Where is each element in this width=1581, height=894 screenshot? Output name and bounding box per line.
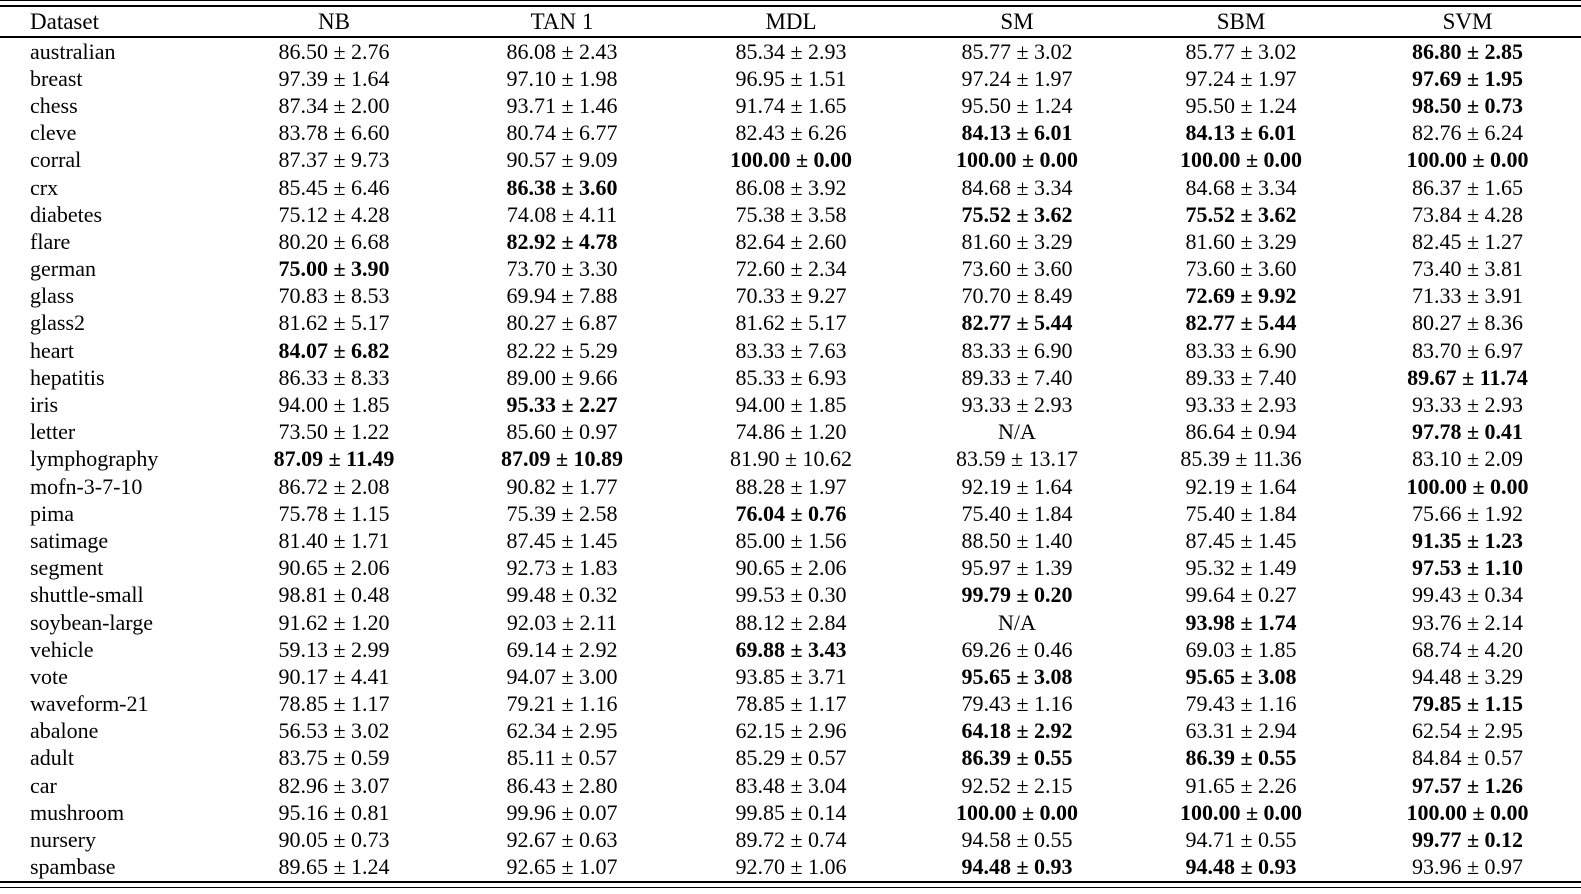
result-cell: 82.45 ± 1.27 — [1411, 228, 1524, 254]
result-cell: 79.43 ± 1.16 — [961, 691, 1073, 717]
result-cell: 85.77 ± 3.02 — [961, 38, 1073, 64]
result-cell: 94.48 ± 3.29 — [1411, 663, 1524, 689]
dataset-name: satimage — [30, 527, 109, 553]
result-cell: 92.70 ± 1.06 — [735, 854, 847, 880]
result-cell: 90.17 ± 4.41 — [278, 663, 390, 689]
result-cell: 89.65 ± 1.24 — [278, 854, 390, 880]
table-row — [0, 799, 1581, 826]
result-cell: 86.50 ± 2.76 — [278, 38, 390, 64]
result-cell: 94.58 ± 0.55 — [961, 827, 1073, 853]
dataset-name: heart — [30, 337, 74, 363]
result-cell: 91.35 ± 1.23 — [1411, 527, 1524, 553]
result-cell: 93.33 ± 2.93 — [1185, 392, 1297, 418]
result-cell: 93.71 ± 1.46 — [506, 92, 618, 118]
result-cell: 97.10 ± 1.98 — [506, 65, 618, 91]
dataset-name: glass2 — [30, 310, 85, 336]
table-row — [0, 256, 1581, 283]
result-cell: 80.27 ± 6.87 — [506, 310, 618, 336]
result-cell: 73.84 ± 4.28 — [1411, 201, 1524, 227]
result-cell: 69.14 ± 2.92 — [506, 636, 618, 662]
result-cell: 75.52 ± 3.62 — [1185, 201, 1297, 227]
result-cell: 95.32 ± 1.49 — [1185, 555, 1297, 581]
dataset-name: waveform-21 — [30, 691, 149, 717]
table-bottom-outer-rule — [0, 887, 1581, 888]
result-cell: 79.85 ± 1.15 — [1411, 691, 1524, 717]
table-row — [0, 391, 1581, 418]
dataset-name: cleve — [30, 120, 77, 146]
table-row — [0, 745, 1581, 772]
result-cell: 86.08 ± 2.43 — [506, 38, 618, 64]
result-cell: 99.85 ± 0.14 — [735, 799, 847, 825]
result-cell: 82.22 ± 5.29 — [506, 337, 618, 363]
result-cell: 75.12 ± 4.28 — [278, 201, 390, 227]
table-row — [0, 120, 1581, 147]
result-cell: 85.77 ± 3.02 — [1185, 38, 1297, 64]
result-cell: 90.57 ± 9.09 — [506, 147, 618, 173]
result-cell: 83.10 ± 2.09 — [1411, 446, 1524, 472]
result-cell: 80.74 ± 6.77 — [506, 120, 618, 146]
result-cell: 71.33 ± 3.91 — [1411, 283, 1524, 309]
table-row — [0, 555, 1581, 582]
result-cell: 90.65 ± 2.06 — [278, 555, 390, 581]
result-cell: 72.69 ± 9.92 — [1185, 283, 1297, 309]
result-cell: 64.18 ± 2.92 — [961, 718, 1073, 744]
table-row — [0, 609, 1581, 636]
result-cell: 97.24 ± 1.97 — [1185, 65, 1297, 91]
table-row — [0, 201, 1581, 228]
result-cell: 86.64 ± 0.94 — [1185, 419, 1297, 445]
dataset-name: letter — [30, 419, 76, 445]
result-cell: 98.50 ± 0.73 — [1411, 92, 1524, 118]
result-cell: 91.74 ± 1.65 — [735, 92, 847, 118]
result-cell: 99.77 ± 0.12 — [1411, 827, 1524, 853]
result-cell: 84.13 ± 6.01 — [961, 120, 1073, 146]
result-cell: 75.38 ± 3.58 — [735, 201, 847, 227]
result-cell: 82.77 ± 5.44 — [961, 310, 1073, 336]
result-cell: 94.00 ± 1.85 — [278, 392, 390, 418]
result-cell: 88.28 ± 1.97 — [735, 473, 847, 499]
result-cell: 89.33 ± 7.40 — [961, 364, 1073, 390]
results-table — [0, 7, 1581, 881]
table-row — [0, 228, 1581, 255]
result-cell: 95.65 ± 3.08 — [961, 663, 1073, 689]
result-cell: 69.26 ± 0.46 — [961, 636, 1073, 662]
result-cell: 83.33 ± 7.63 — [735, 337, 847, 363]
table-row — [0, 636, 1581, 663]
result-cell: 99.48 ± 0.32 — [506, 582, 618, 608]
result-cell: 93.85 ± 3.71 — [735, 663, 847, 689]
result-cell: 92.19 ± 1.64 — [1185, 473, 1297, 499]
result-cell: 92.67 ± 0.63 — [506, 827, 618, 853]
result-cell: 82.43 ± 6.26 — [735, 120, 847, 146]
result-cell: 100.00 ± 0.00 — [1406, 799, 1529, 825]
table-header — [0, 7, 1581, 37]
result-cell: 80.27 ± 8.36 — [1411, 310, 1524, 336]
dataset-name: breast — [30, 65, 83, 91]
result-cell: 95.33 ± 2.27 — [506, 392, 618, 418]
result-cell: 81.62 ± 5.17 — [735, 310, 847, 336]
result-cell: 73.70 ± 3.30 — [506, 256, 618, 282]
column-header-svm: SVM — [1354, 7, 1581, 37]
result-cell: 86.80 ± 2.85 — [1411, 38, 1524, 64]
result-cell: 92.19 ± 1.64 — [961, 473, 1073, 499]
result-cell: 90.82 ± 1.77 — [506, 473, 618, 499]
result-cell: 95.97 ± 1.39 — [961, 555, 1073, 581]
result-cell: 85.60 ± 0.97 — [506, 419, 618, 445]
result-cell: 97.57 ± 1.26 — [1411, 772, 1524, 798]
result-cell: 95.65 ± 3.08 — [1185, 663, 1297, 689]
result-cell: 86.43 ± 2.80 — [506, 772, 618, 798]
result-cell: 59.13 ± 2.99 — [278, 636, 390, 662]
result-cell: 87.45 ± 1.45 — [1185, 527, 1297, 553]
result-cell: 70.83 ± 8.53 — [278, 283, 390, 309]
result-cell: 83.33 ± 6.90 — [961, 337, 1073, 363]
result-cell: 83.75 ± 0.59 — [278, 745, 390, 771]
header-row — [0, 7, 1581, 37]
result-cell: 93.76 ± 2.14 — [1411, 609, 1524, 635]
table-row — [0, 446, 1581, 473]
result-cell: 81.40 ± 1.71 — [278, 527, 390, 553]
result-cell: 85.00 ± 1.56 — [735, 527, 847, 553]
result-cell: 84.13 ± 6.01 — [1185, 120, 1297, 146]
dataset-name: segment — [30, 555, 104, 581]
result-cell: 86.08 ± 3.92 — [735, 174, 847, 200]
result-cell: 86.72 ± 2.08 — [278, 473, 390, 499]
result-cell: 87.37 ± 9.73 — [278, 147, 390, 173]
result-cell: 75.39 ± 2.58 — [506, 500, 618, 526]
table-row — [0, 663, 1581, 690]
result-cell: 76.04 ± 0.76 — [735, 500, 847, 526]
dataset-name: lymphography — [30, 446, 159, 472]
result-cell: 69.03 ± 1.85 — [1185, 636, 1297, 662]
result-cell: 91.62 ± 1.20 — [278, 609, 390, 635]
table-row — [0, 37, 1581, 65]
result-cell: 85.34 ± 2.93 — [735, 38, 847, 64]
result-cell: 89.72 ± 0.74 — [735, 827, 847, 853]
result-cell: 83.70 ± 6.97 — [1411, 337, 1524, 363]
result-cell: 89.33 ± 7.40 — [1185, 364, 1297, 390]
result-cell: 90.65 ± 2.06 — [735, 555, 847, 581]
table-row — [0, 65, 1581, 92]
result-cell: 86.38 ± 3.60 — [506, 174, 618, 200]
result-cell: 82.76 ± 6.24 — [1411, 120, 1524, 146]
result-cell: 89.00 ± 9.66 — [506, 364, 618, 390]
result-cell: 73.50 ± 1.22 — [278, 419, 390, 445]
result-cell: 85.11 ± 0.57 — [506, 745, 618, 771]
dataset-name: car — [30, 772, 57, 798]
result-cell: 81.90 ± 10.62 — [729, 446, 853, 472]
column-header-nb: NB — [220, 7, 448, 37]
result-cell: 94.48 ± 0.93 — [1185, 854, 1297, 880]
result-cell: 85.33 ± 6.93 — [735, 364, 847, 390]
dataset-name: soybean-large — [30, 609, 153, 635]
result-cell: 92.65 ± 1.07 — [506, 854, 618, 880]
result-cell: 97.53 ± 1.10 — [1411, 555, 1524, 581]
result-cell: 87.09 ± 11.49 — [273, 446, 395, 472]
result-cell: 75.52 ± 3.62 — [961, 201, 1073, 227]
dataset-name: hepatitis — [30, 364, 105, 390]
result-cell: 98.81 ± 0.48 — [278, 582, 390, 608]
result-cell: 63.31 ± 2.94 — [1185, 718, 1297, 744]
column-header-mdl: MDL — [676, 7, 906, 37]
result-cell: 97.69 ± 1.95 — [1411, 65, 1524, 91]
result-cell: 84.84 ± 0.57 — [1411, 745, 1524, 771]
result-cell: 87.09 ± 10.89 — [500, 446, 624, 472]
result-cell: 92.73 ± 1.83 — [506, 555, 618, 581]
result-cell: 99.96 ± 0.07 — [506, 799, 618, 825]
result-cell: 73.60 ± 3.60 — [961, 256, 1073, 282]
result-cell: 79.43 ± 1.16 — [1185, 691, 1297, 717]
result-cell: 83.78 ± 6.60 — [278, 120, 390, 146]
table-row — [0, 147, 1581, 174]
result-cell: 93.33 ± 2.93 — [961, 392, 1073, 418]
result-cell: 69.88 ± 3.43 — [735, 636, 847, 662]
result-cell: 99.53 ± 0.30 — [735, 582, 847, 608]
result-cell: 92.52 ± 2.15 — [961, 772, 1073, 798]
table-row — [0, 419, 1581, 446]
result-cell: 95.16 ± 0.81 — [278, 799, 390, 825]
table-row — [0, 174, 1581, 201]
result-cell: 94.71 ± 0.55 — [1185, 827, 1297, 853]
table-row — [0, 718, 1581, 745]
dataset-name: vote — [30, 663, 68, 689]
result-cell: 78.85 ± 1.17 — [278, 691, 390, 717]
result-cell: 97.78 ± 0.41 — [1411, 419, 1524, 445]
result-cell: 99.64 ± 0.27 — [1185, 582, 1297, 608]
result-cell: N/A — [998, 419, 1036, 445]
dataset-name: diabetes — [30, 201, 103, 227]
result-cell: 93.33 ± 2.93 — [1411, 392, 1524, 418]
result-cell: 97.24 ± 1.97 — [961, 65, 1073, 91]
result-cell: 75.66 ± 1.92 — [1411, 500, 1524, 526]
result-cell: 73.40 ± 3.81 — [1411, 256, 1524, 282]
result-cell: 85.29 ± 0.57 — [735, 745, 847, 771]
table-row — [0, 527, 1581, 554]
result-cell: 83.33 ± 6.90 — [1185, 337, 1297, 363]
table-row — [0, 473, 1581, 500]
result-cell: 75.78 ± 1.15 — [278, 500, 390, 526]
result-cell: 74.86 ± 1.20 — [735, 419, 847, 445]
table-row — [0, 92, 1581, 119]
result-cell: 62.34 ± 2.95 — [506, 718, 618, 744]
result-cell: 69.94 ± 7.88 — [506, 283, 618, 309]
result-cell: 62.15 ± 2.96 — [735, 718, 847, 744]
dataset-name: pima — [30, 500, 74, 526]
table-row — [0, 310, 1581, 337]
column-header-sbm: SBM — [1128, 7, 1354, 37]
result-cell: 97.39 ± 1.64 — [278, 65, 390, 91]
result-cell: 100.00 ± 0.00 — [1406, 147, 1529, 173]
column-header-sm: SM — [906, 7, 1128, 37]
result-cell: N/A — [998, 609, 1036, 635]
result-cell: 83.59 ± 13.17 — [955, 446, 1079, 472]
table-row — [0, 691, 1581, 718]
dataset-name: german — [30, 256, 96, 282]
result-cell: 95.50 ± 1.24 — [961, 92, 1073, 118]
result-cell: 82.96 ± 3.07 — [278, 772, 390, 798]
result-cell: 70.33 ± 9.27 — [735, 283, 847, 309]
result-cell: 62.54 ± 2.95 — [1411, 718, 1524, 744]
result-cell: 68.74 ± 4.20 — [1411, 636, 1524, 662]
dataset-name: corral — [30, 147, 82, 173]
result-cell: 56.53 ± 3.02 — [278, 718, 390, 744]
result-cell: 88.50 ± 1.40 — [961, 527, 1073, 553]
result-cell: 95.50 ± 1.24 — [1185, 92, 1297, 118]
result-cell: 88.12 ± 2.84 — [735, 609, 847, 635]
dataset-name: vehicle — [30, 636, 94, 662]
table-row — [0, 337, 1581, 364]
result-cell: 99.43 ± 0.34 — [1411, 582, 1524, 608]
dataset-name: spambase — [30, 854, 116, 880]
dataset-name: iris — [30, 392, 59, 418]
result-cell: 70.70 ± 8.49 — [961, 283, 1073, 309]
result-cell: 100.00 ± 0.00 — [1406, 473, 1529, 499]
dataset-name: crx — [30, 174, 59, 200]
dataset-name: australian — [30, 38, 116, 64]
result-cell: 94.07 ± 3.00 — [506, 663, 618, 689]
result-cell: 87.34 ± 2.00 — [278, 92, 390, 118]
result-cell: 94.48 ± 0.93 — [961, 854, 1073, 880]
dataset-name: shuttle-small — [30, 582, 144, 608]
result-cell: 100.00 ± 0.00 — [1179, 799, 1303, 825]
result-cell: 78.85 ± 1.17 — [735, 691, 847, 717]
column-header-dataset: Dataset — [0, 7, 220, 37]
dataset-name: flare — [30, 228, 71, 254]
table-row — [0, 283, 1581, 310]
dataset-name: mofn-3-7-10 — [30, 473, 143, 499]
result-cell: 83.48 ± 3.04 — [735, 772, 847, 798]
table-body — [0, 37, 1581, 881]
result-cell: 85.39 ± 11.36 — [1180, 446, 1302, 472]
result-cell: 80.20 ± 6.68 — [278, 228, 390, 254]
result-cell: 89.67 ± 11.74 — [1407, 364, 1528, 390]
result-cell: 94.00 ± 1.85 — [735, 392, 847, 418]
result-cell: 86.37 ± 1.65 — [1411, 174, 1524, 200]
result-cell: 93.98 ± 1.74 — [1185, 609, 1297, 635]
table-row — [0, 364, 1581, 391]
result-cell: 86.33 ± 8.33 — [278, 364, 390, 390]
table-row — [0, 582, 1581, 609]
dataset-name: nursery — [30, 827, 96, 853]
table-row — [0, 826, 1581, 853]
result-cell: 84.68 ± 3.34 — [961, 174, 1073, 200]
result-cell: 73.60 ± 3.60 — [1185, 256, 1297, 282]
dataset-name: adult — [30, 745, 74, 771]
result-cell: 100.00 ± 0.00 — [955, 147, 1079, 173]
result-cell: 82.92 ± 4.78 — [506, 228, 618, 254]
result-cell: 75.40 ± 1.84 — [961, 500, 1073, 526]
result-cell: 85.45 ± 6.46 — [278, 174, 390, 200]
result-cell: 84.68 ± 3.34 — [1185, 174, 1297, 200]
result-cell: 81.60 ± 3.29 — [1185, 228, 1297, 254]
result-cell: 91.65 ± 2.26 — [1185, 772, 1297, 798]
result-cell: 100.00 ± 0.00 — [729, 147, 853, 173]
result-cell: 90.05 ± 0.73 — [278, 827, 390, 853]
result-cell: 86.39 ± 0.55 — [1185, 745, 1297, 771]
table-row — [0, 772, 1581, 799]
dataset-name: chess — [30, 92, 78, 118]
result-cell: 81.60 ± 3.29 — [961, 228, 1073, 254]
result-cell: 82.77 ± 5.44 — [1185, 310, 1297, 336]
dataset-name: abalone — [30, 718, 99, 744]
dataset-name: glass — [30, 283, 74, 309]
column-header-tan1: TAN 1 — [448, 7, 676, 37]
table-row — [0, 854, 1581, 881]
table-row — [0, 500, 1581, 527]
result-cell: 79.21 ± 1.16 — [506, 691, 618, 717]
result-cell: 100.00 ± 0.00 — [1179, 147, 1303, 173]
result-cell: 75.40 ± 1.84 — [1185, 500, 1297, 526]
result-cell: 74.08 ± 4.11 — [506, 201, 618, 227]
result-cell: 86.39 ± 0.55 — [961, 745, 1073, 771]
result-cell: 81.62 ± 5.17 — [278, 310, 390, 336]
result-cell: 72.60 ± 2.34 — [735, 256, 847, 282]
result-cell: 100.00 ± 0.00 — [955, 799, 1079, 825]
result-cell: 75.00 ± 3.90 — [278, 256, 390, 282]
dataset-name: mushroom — [30, 799, 125, 825]
result-cell: 82.64 ± 2.60 — [735, 228, 847, 254]
result-cell: 93.96 ± 0.97 — [1411, 854, 1524, 880]
result-cell: 87.45 ± 1.45 — [506, 527, 618, 553]
result-cell: 96.95 ± 1.51 — [735, 65, 847, 91]
result-cell: 99.79 ± 0.20 — [961, 582, 1073, 608]
result-cell: 92.03 ± 2.11 — [506, 609, 618, 635]
result-cell: 84.07 ± 6.82 — [278, 337, 390, 363]
